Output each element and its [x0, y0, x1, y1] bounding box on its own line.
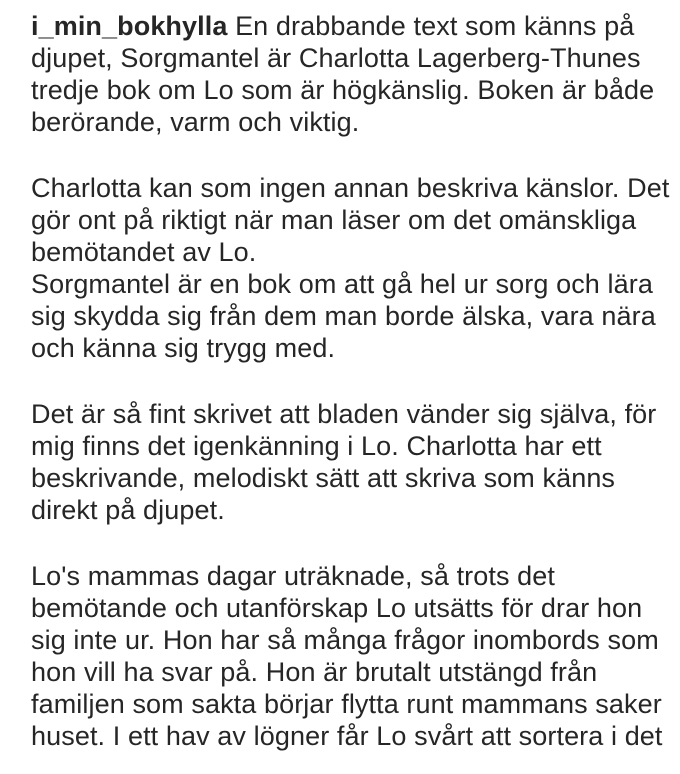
caption-line: bemötande och utanförskap Lo utsätts för drar hon: [31, 593, 643, 623]
paragraph-gap: [31, 364, 680, 398]
caption-line: familjen som sakta börjar flytta runt mammans saker: [31, 689, 662, 719]
caption-line: hon vill ha svar på. Hon är brutalt utstängd från: [31, 657, 598, 687]
caption-line: tredje bok om Lo som är högkänslig. Boken är både: [31, 75, 655, 105]
caption-line: sig inte ur. Hon har så många frågor inombords som: [31, 625, 659, 655]
caption-text: En drabbande text som känns på: [227, 11, 635, 41]
caption-line: gör ont på riktigt när man läser om det omänskliga: [31, 205, 637, 235]
caption-line: sig skydda sig från dem man borde älska, vara nära: [31, 301, 656, 331]
paragraph-gap: [31, 138, 680, 172]
caption-line: [31, 10, 680, 42]
caption-line: mig finns det igenkänning i Lo. Charlotta har ett: [31, 431, 602, 461]
username-link[interactable]: i_min_bokhylla: [31, 11, 228, 41]
paragraph-gap: [31, 526, 680, 560]
caption-line: Sorgmantel är en bok om att gå hel ur sorg och lära: [31, 269, 653, 299]
caption-line: djupet, Sorgmantel är Charlotta Lagerberg-Thunes: [31, 43, 641, 73]
caption-line: Lo's mammas dagar uträknade, så trots det: [31, 561, 556, 591]
caption-line: beskrivande, melodiskt sätt att skriva som känns: [31, 463, 616, 493]
caption-line: Det är så fint skrivet att bladen vänder sig själva, för: [31, 399, 657, 429]
caption-line: och känna sig trygg med.: [31, 333, 336, 363]
caption-line: direkt på djupet.: [31, 495, 225, 525]
caption-line: bemötandet av Lo.: [31, 237, 257, 267]
caption-line: Charlotta kan som ingen annan beskriva känslor. Det: [31, 173, 670, 203]
caption-line: huset. I ett hav av lögner får Lo svårt att sortera i det: [31, 721, 663, 751]
post-caption: [31, 10, 680, 752]
caption-line: berörande, varm och viktig.: [31, 107, 360, 137]
